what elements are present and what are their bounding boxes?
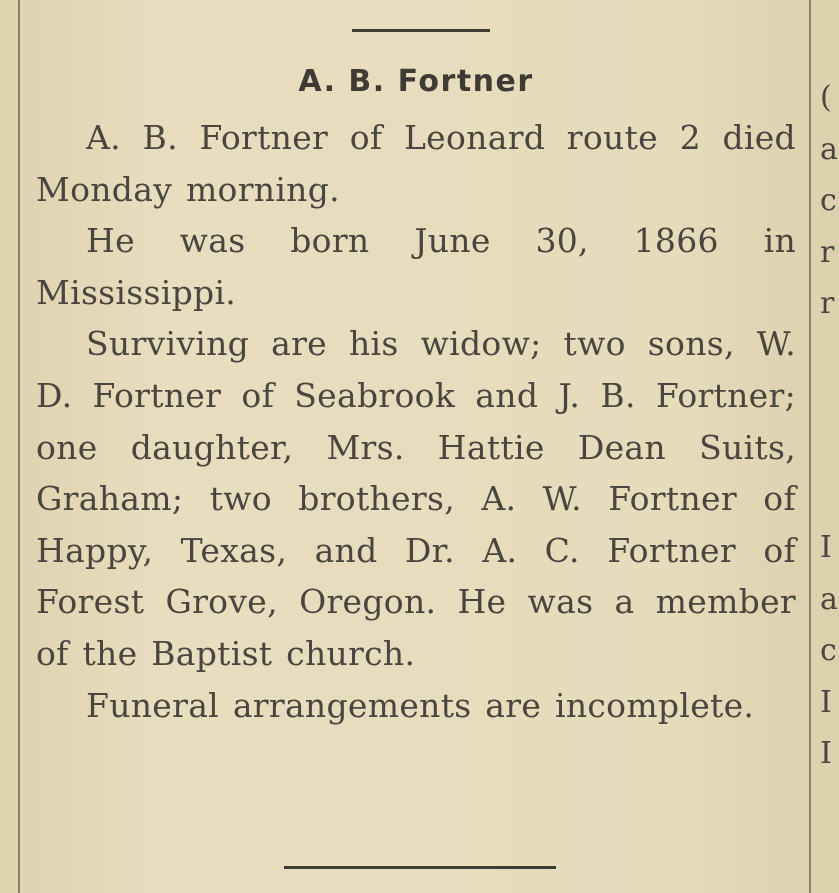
obituary-article — [36, 58, 796, 731]
fragment-letter: a — [820, 131, 838, 167]
paragraph-survivors: Surviving are his widow; two sons, W. D. Fortner of Seabrook and J. B. Fortner; one daughter, Mrs. Hattie Dean Suits, Graham; two brothers, A. W. Fortner of Happy, Texas, and Dr. A. C. Fortner of Forest Grove, Oregon. He was a member of the Baptist church. — [36, 324, 796, 673]
fragment-letter: I — [820, 736, 832, 772]
paragraph-death-notice: A. B. Fortner of Leonard route 2 died Monday morning. — [36, 118, 796, 209]
top-separator-dash — [352, 29, 490, 32]
fragment-letter: I — [820, 530, 832, 565]
fragment-letter: r — [820, 234, 835, 270]
paragraph-birth: He was born June 30, 1866 in Mississippi. — [36, 221, 796, 312]
fragment-letter: ( — [820, 80, 832, 115]
adjacent-column-top-fragments — [820, 72, 839, 330]
fragment-letter: c — [820, 183, 837, 219]
paragraph-funeral: Funeral arrangements are incomplete. — [86, 685, 755, 725]
bottom-separator-dash — [284, 866, 556, 869]
adjacent-column-bottom-fragments — [820, 522, 839, 780]
column-rule-right — [809, 0, 811, 893]
fragment-letter: c — [820, 633, 837, 669]
article-headline: A. B. Fortner — [298, 64, 534, 99]
fragment-letter: r — [820, 286, 835, 322]
fragment-letter: I — [820, 684, 832, 720]
fragment-letter: a — [820, 581, 838, 617]
column-rule-left — [18, 0, 20, 893]
